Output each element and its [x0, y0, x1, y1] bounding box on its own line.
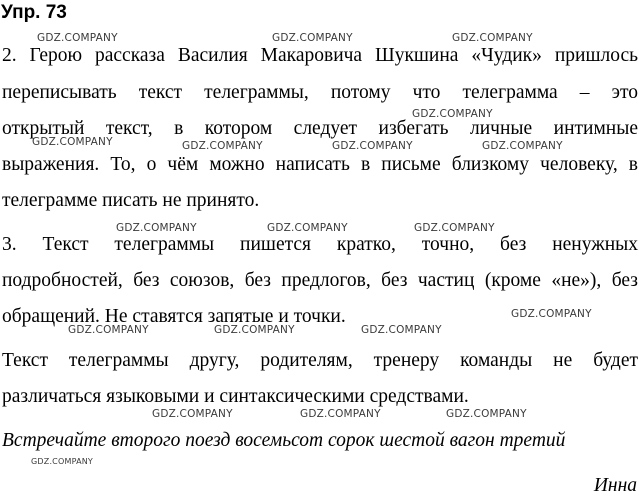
watermark: GDZ.COMPANY: [300, 408, 381, 420]
watermark: GDZ.COMPANY: [267, 222, 348, 234]
watermark: GDZ.COMPANY: [332, 140, 413, 152]
text-line-1: 2. Герою рассказа Василия Макаровича Шукшина «Чудик» пришлось: [2, 45, 638, 66]
watermark: GDZ.COMPANY: [152, 408, 233, 420]
watermark: GDZ.COMPANY: [414, 222, 495, 234]
watermark: GDZ.COMPANY: [182, 140, 263, 152]
watermark: GDZ.COMPANY: [412, 108, 493, 120]
text-line-4: выражения. То, о чём можно написать в письме близкому человеку, в: [2, 154, 638, 175]
watermark: GDZ.COMPANY: [452, 32, 533, 44]
telegram-text: Встречайте второго поезд восемьсот сорок шестой вагон третий: [2, 430, 566, 451]
watermark: GDZ.COMPANY: [116, 222, 197, 234]
text-line-3: открытый текст, в котором следует избегать личные интимные: [2, 118, 638, 139]
watermark: GDZ.COMPANY: [31, 457, 94, 466]
watermark: GDZ.COMPANY: [214, 324, 295, 336]
watermark: GDZ.COMPANY: [68, 324, 149, 336]
text-line-2: переписывать текст телеграммы, потому что телеграмма – это: [2, 82, 638, 103]
text-line-8: обращений. Не ставятся запятые и точки.: [2, 306, 346, 327]
text-line-6: 3. Текст телеграммы пишется кратко, точно, без ненужных: [2, 234, 638, 255]
watermark: GDZ.COMPANY: [37, 32, 118, 44]
text-line-10: различаться языковыми и синтаксическими средствами.: [2, 386, 469, 407]
signature: Инна: [593, 475, 637, 496]
watermark: GDZ.COMPANY: [272, 32, 353, 44]
text-line-5: телеграмме писать не принято.: [2, 190, 260, 211]
watermark: GDZ.COMPANY: [361, 324, 442, 336]
watermark: GDZ.COMPANY: [482, 140, 563, 152]
watermark: GDZ.COMPANY: [32, 136, 113, 148]
watermark: GDZ.COMPANY: [446, 408, 527, 420]
text-line-7: подробностей, без союзов, без предлогов, без частиц (кроме «не»), без: [2, 270, 638, 291]
exercise-title: Упр. 73: [1, 2, 67, 23]
text-line-9: Текст телеграммы другу, родителям, тренеру команды не будет: [2, 350, 638, 371]
watermark: GDZ.COMPANY: [511, 308, 592, 320]
